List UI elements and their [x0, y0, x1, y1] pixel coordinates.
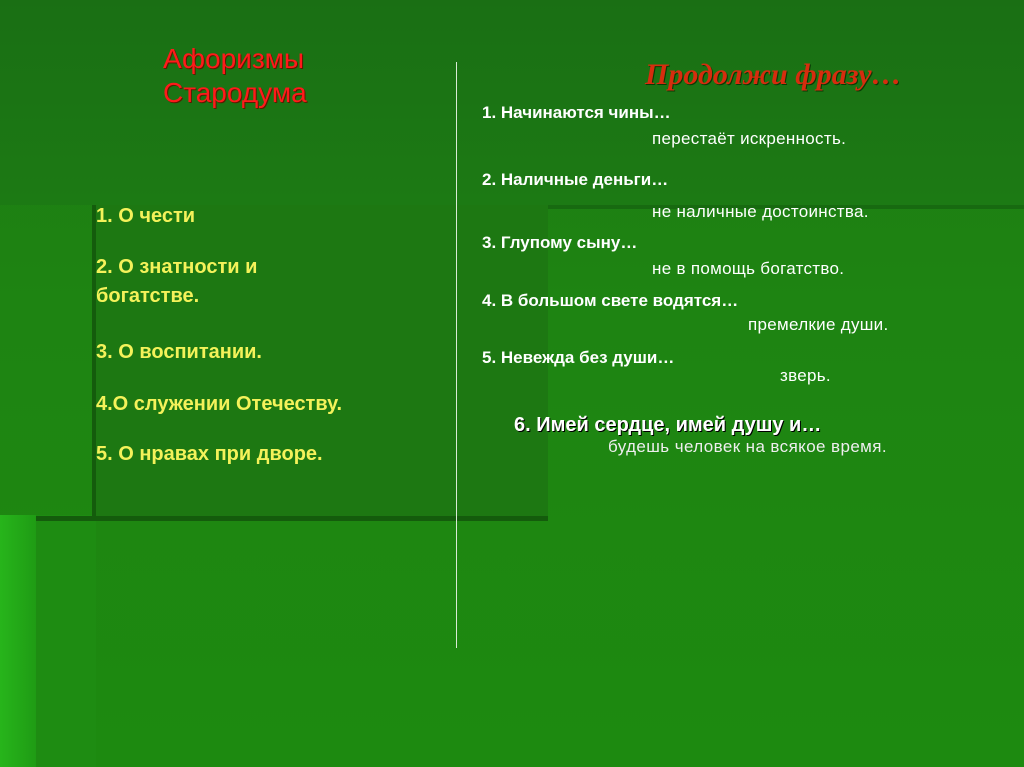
phrase-prompt-2: 2. Наличные деньги… [482, 170, 669, 189]
phrase-prompt-6: 6. Имей сердце, имей душу и… [514, 414, 822, 436]
decorative-left-strip [0, 515, 36, 767]
right-title: Продолжи фразу… [645, 58, 902, 91]
left-title: Афоризмы Стародума [163, 43, 307, 108]
topic-item: 2. О знатности и богатстве. [96, 256, 258, 307]
phrase-answer-5: зверь. [780, 366, 831, 385]
topic-item: 4.О служении Отечеству. [96, 393, 343, 415]
phrase-answer-1: перестаёт искренность. [652, 129, 847, 148]
phrase-answer-6: будешь человек на всякое время. [608, 437, 887, 456]
phrase-prompt-1: 1. Начинаются чины… [482, 103, 671, 122]
phrase-prompt-3: 3. Глупому сыну… [482, 233, 638, 252]
phrase-prompt-5: 5. Невежда без души… [482, 348, 675, 367]
topic-item: 3. О воспитании. [96, 341, 262, 363]
column-divider [456, 62, 457, 648]
topic-item: 1. О чести [96, 205, 196, 227]
decorative-band [36, 515, 96, 767]
phrase-prompt-4: 4. В большом свете водятся… [482, 291, 739, 310]
phrase-answer-4: премелкие души. [748, 315, 889, 334]
phrase-answer-2: не наличные достоинства. [652, 202, 869, 221]
topic-item: 5. О нравах при дворе. [96, 443, 323, 465]
phrase-answer-3: не в помощь богатство. [652, 259, 845, 278]
panel-edge-bottom [36, 516, 548, 521]
